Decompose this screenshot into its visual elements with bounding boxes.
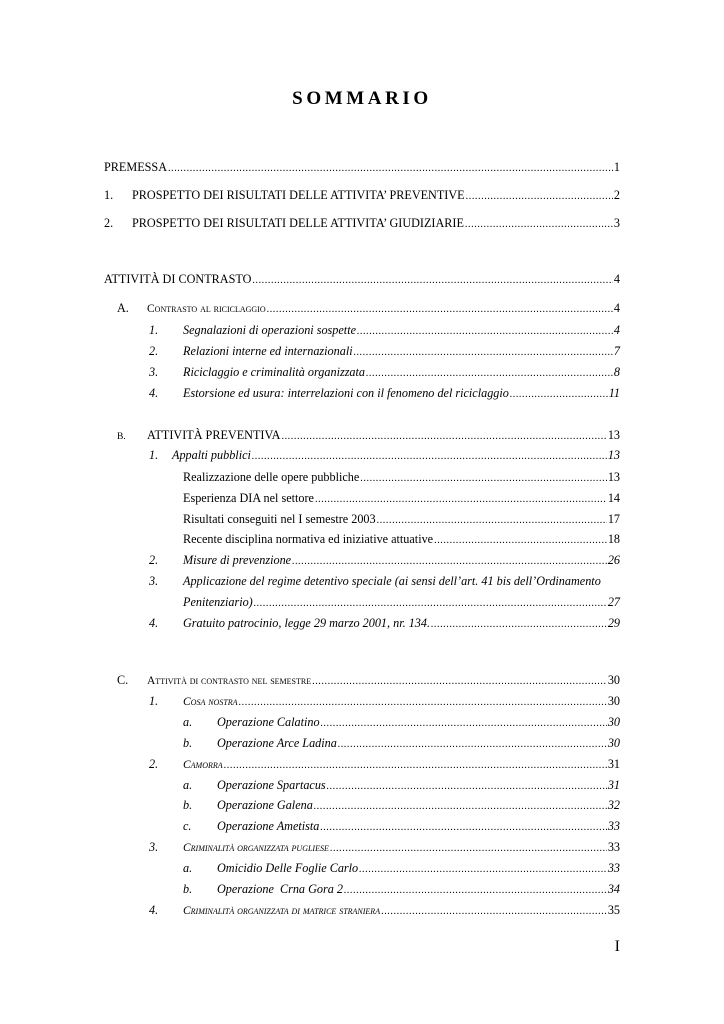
toc-entry-a2: 2. Relazioni interne ed internazionali ..... 7 — [149, 343, 620, 359]
dot-leader — [254, 596, 607, 612]
toc-entry-c2-a: a. Operazione Spartacus ..... 31 — [183, 777, 620, 793]
page-number: I — [614, 938, 620, 955]
toc-entry-1: 1. PROSPETTO DEI RISULTATI DELLE ATTIVITA’ PREVENTIVE ..... 2 — [104, 187, 620, 203]
toc-entry-attivita-di-contrasto: ATTIVITÀ DI CONTRASTO ..... 4 — [104, 271, 620, 287]
toc-entry-b1-b: Esperienza DIA nel settore ..... 14 — [183, 490, 620, 506]
toc-entry-c1-a: a. Operazione Calatino ..... 30 — [183, 714, 620, 730]
dot-leader — [377, 513, 607, 529]
dot-leader — [315, 492, 607, 508]
dot-leader — [466, 189, 613, 205]
toc-entry-a1: 1. Segnalazioni di operazioni sospette ..... 4 — [149, 322, 620, 338]
dot-leader — [381, 904, 607, 920]
toc-entry-a: A. Contrasto al riciclaggio ..... 4 — [117, 300, 620, 316]
dot-leader — [314, 799, 607, 815]
toc-entry-c: C. Attività di contrasto nel semestre ..... 30 — [117, 672, 620, 688]
dot-leader — [359, 862, 607, 878]
dot-leader — [431, 617, 607, 633]
toc-entry-c3: 3. Criminalità organizzata pugliese ..... 33 — [149, 839, 620, 855]
toc-entry-2: 2. PROSPETTO DEI RISULTATI DELLE ATTIVITA’ GIUDIZIARIE ..... 3 — [104, 215, 620, 231]
toc-entry-b3-line2: Penitenziario) ..... 27 — [183, 594, 620, 610]
toc-entry-a3: 3. Riciclaggio e criminalità organizzata ..... 8 — [149, 364, 620, 380]
toc-entry-b1-c: Risultati conseguiti nel I semestre 2003 ..... 17 — [183, 511, 620, 527]
page-title: SOMMARIO — [292, 88, 432, 109]
dot-leader — [330, 841, 607, 857]
dot-leader — [168, 161, 613, 177]
dot-leader — [465, 217, 613, 233]
toc-entry-b2: 2. Misure di prevenzione ..... 26 — [149, 552, 620, 568]
dot-leader — [366, 366, 613, 382]
dot-leader — [510, 387, 608, 403]
toc-entry-b1-d: Recente disciplina normativa ed iniziative attuative ..... 18 — [183, 531, 620, 547]
dot-leader — [267, 302, 613, 318]
dot-leader — [434, 533, 607, 549]
toc-entry-c4: 4. Criminalità organizzata di matrice straniera ..... 35 — [149, 902, 620, 918]
toc-entry-c1: 1. Cosa nostra ..... 30 — [149, 693, 620, 709]
dot-leader — [312, 674, 607, 690]
dot-leader — [357, 324, 613, 340]
dot-leader — [338, 737, 607, 753]
toc-entry-premessa: PREMESSA ..... 1 — [104, 159, 620, 175]
dot-leader — [344, 883, 607, 899]
dot-leader — [281, 429, 606, 445]
toc-entry-a4: 4. Estorsione ed usura: interrelazioni con il fenomeno del riciclaggio ..... 11 — [149, 385, 620, 401]
toc-entry-c1-b: b. Operazione Arce Ladina ..... 30 — [183, 735, 620, 751]
dot-leader — [354, 345, 613, 361]
dot-leader — [224, 758, 607, 774]
dot-leader — [252, 273, 613, 289]
toc-entry-c3-a: a. Omicidio Delle Foglie Carlo ..... 33 — [183, 860, 620, 876]
toc-entry-c2: 2. Camorra ..... 31 — [149, 756, 620, 772]
toc-entry-b3-line1: 3. Applicazione del regime detentivo speciale (ai sensi dell’art. 41 bis dell’Ordinamento — [149, 574, 601, 588]
dot-leader — [239, 695, 607, 711]
toc-entry-b4: 4. Gratuito patrocinio, legge 29 marzo 2001, nr. 134. ..... 29 — [149, 615, 620, 631]
toc-entry-b: B. ATTIVITÀ PREVENTIVA ..... 13 — [117, 427, 620, 443]
dot-leader — [360, 471, 607, 487]
dot-leader — [292, 554, 607, 570]
dot-leader — [320, 820, 606, 836]
toc-entry-c3-b: b. Operazione Crna Gora 2 ..... 34 — [183, 881, 620, 897]
toc-entry-b1: 1. Appalti pubblici ..... 13 — [149, 447, 620, 463]
toc-entry-b1-a: Realizzazione delle opere pubbliche ..... 13 — [183, 469, 620, 485]
toc-entry-c2-b: b. Operazione Galena ..... 32 — [183, 797, 620, 813]
dot-leader — [327, 779, 607, 795]
dot-leader — [252, 449, 607, 465]
toc-entry-c2-c: c. Operazione Ametista ..... 33 — [183, 818, 620, 834]
dot-leader — [321, 716, 607, 732]
